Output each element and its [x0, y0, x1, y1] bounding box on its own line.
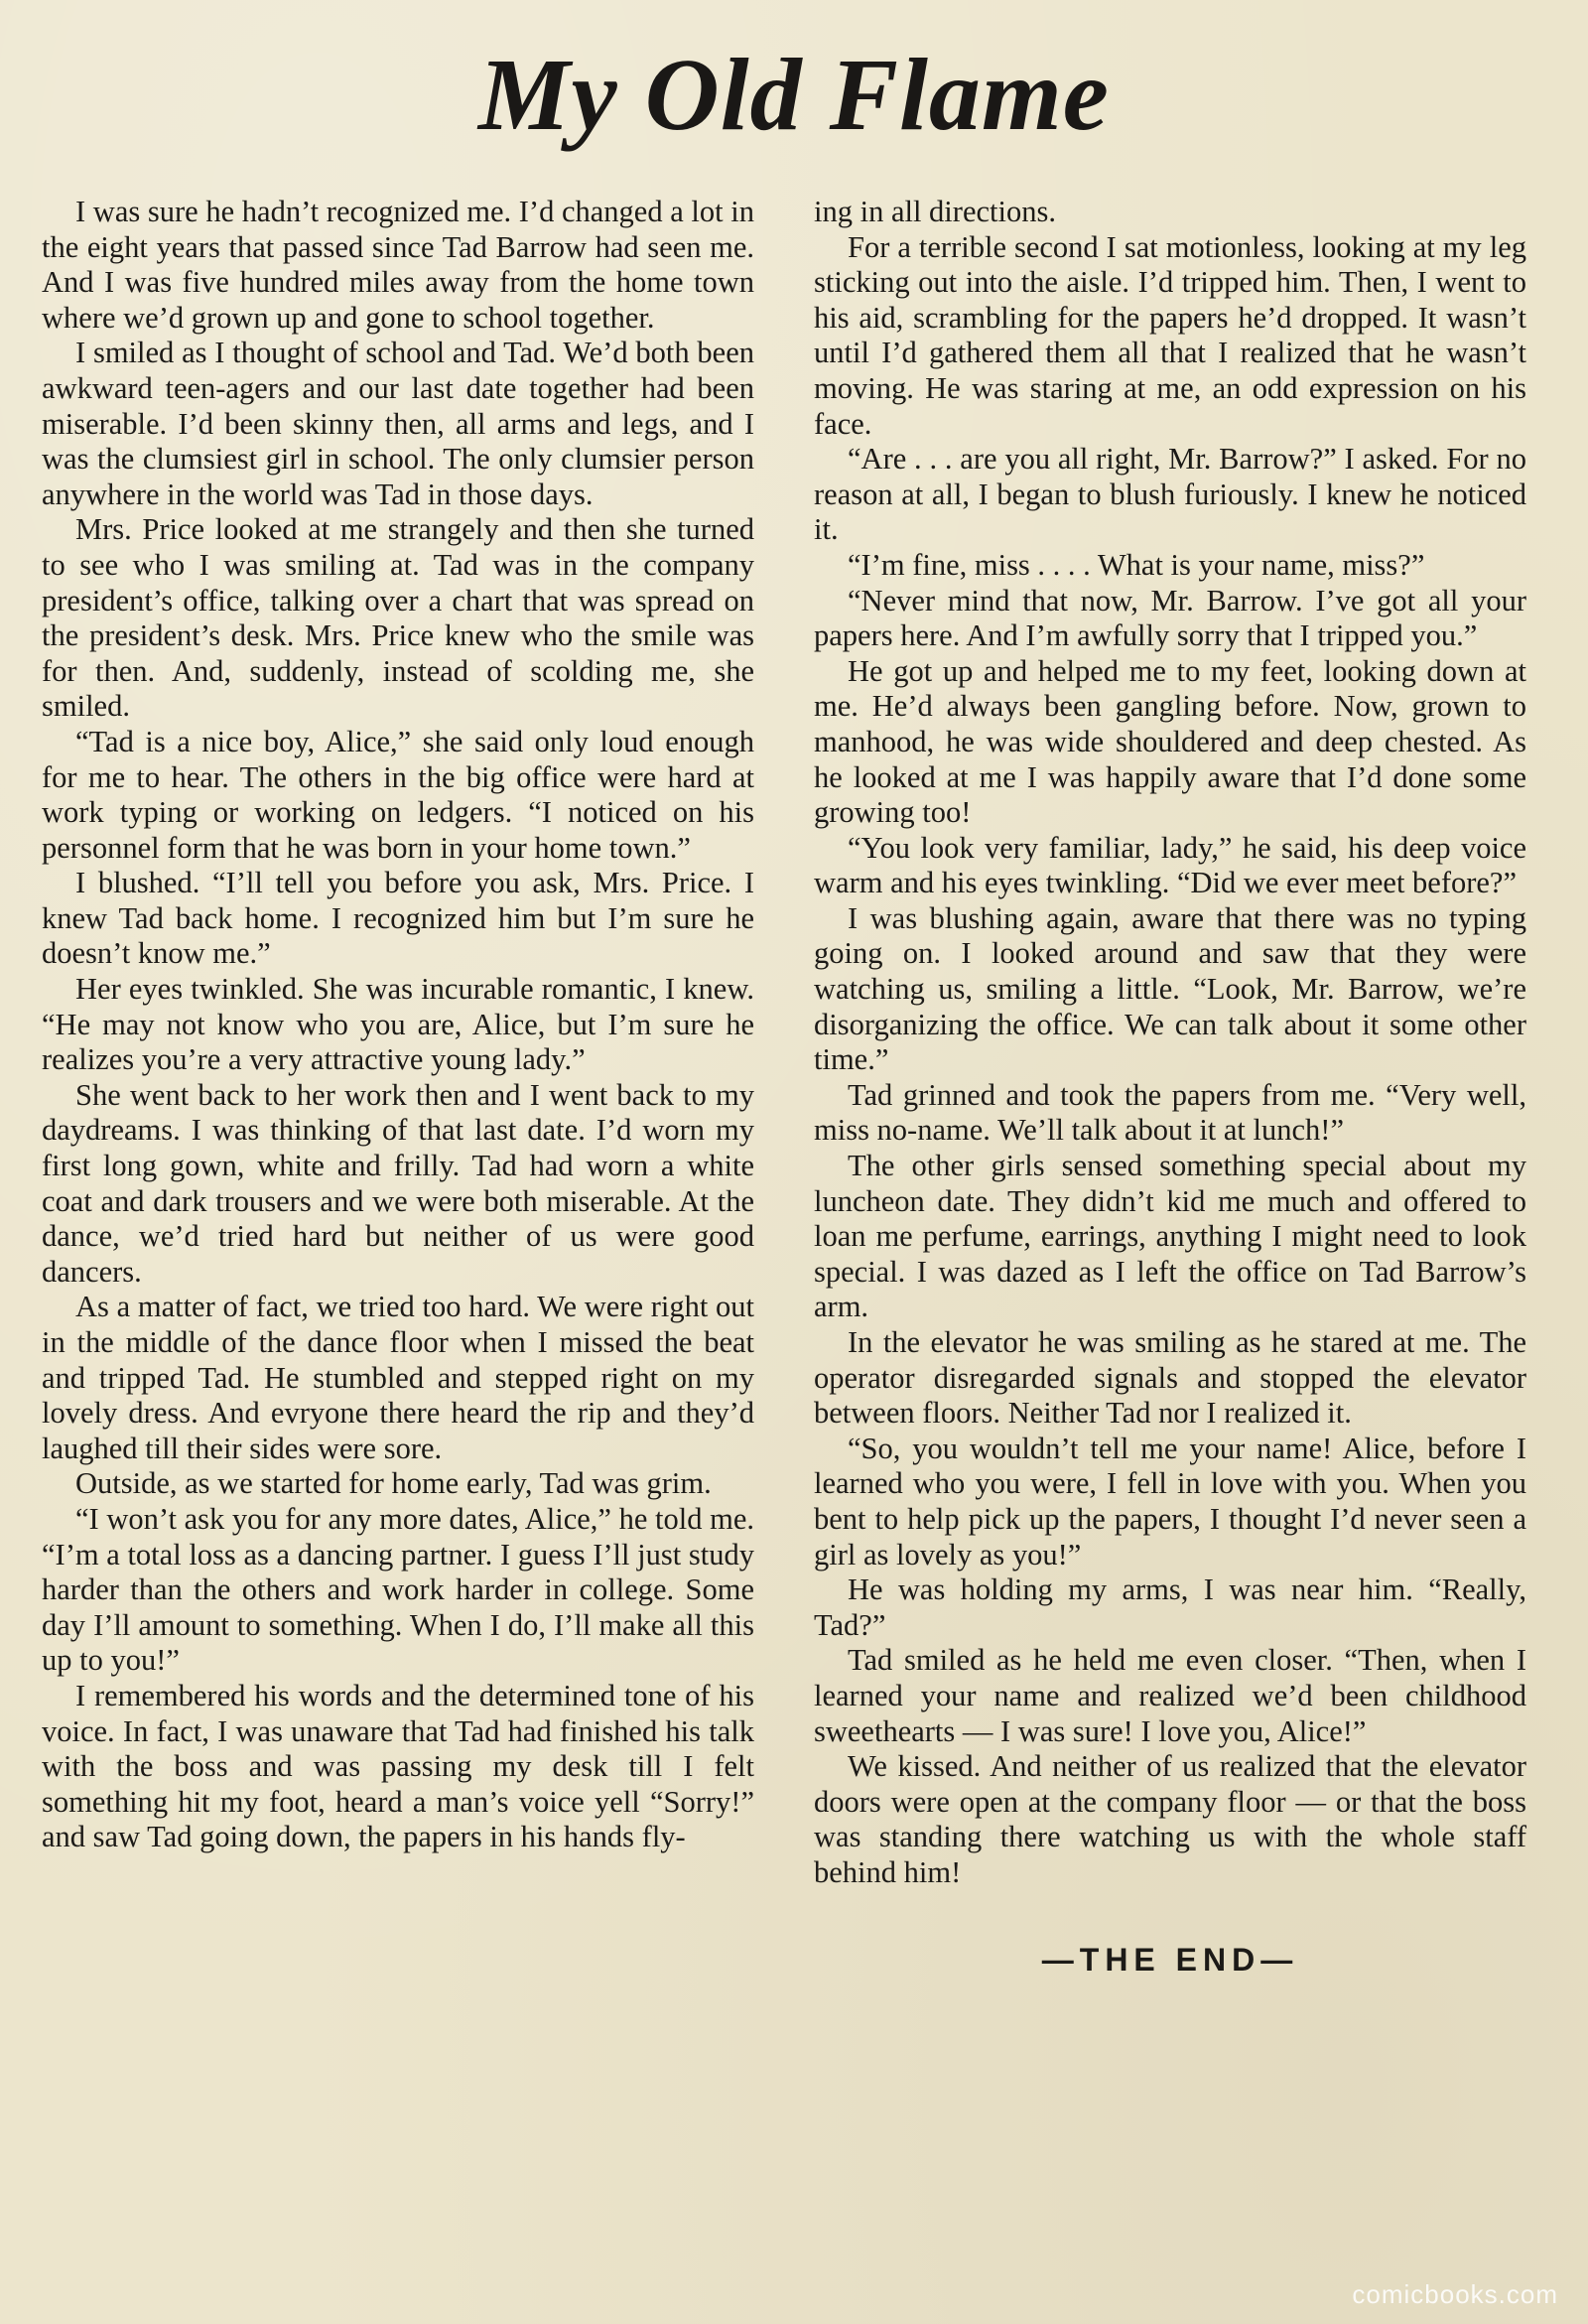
- paragraph: As a matter of fact, we tried too hard. We were right out in the middle of the dance floor when I missed the beat and tripped Tad. He stumbled and stepped right on my lovely dress. And evryone there heard the rip and they’d laughed till their sides were sore.: [42, 1290, 754, 1465]
- paragraph: Mrs. Price looked at me strangely and then she turned to see who I was smiling at. Tad was in the company president’s office, talking over a chart that was spread on the president’s desk. Mrs. Price knew who the smile was for then. And, suddenly, instead of scolding me, she smiled.: [42, 512, 754, 724]
- paragraph: For a terrible second I sat motionless, looking at my leg sticking out into the aisle. I’d tripped him. Then, I went to his aid, scrambling for the papers he’d dropped. It wasn’t until I’d gathered them all that I realized that he wasn’t moving. He was staring at me, an odd expression on his face.: [814, 229, 1526, 441]
- paragraph: I remembered his words and the determined tone of his voice. In fact, I was unaware that Tad had finished his talk with the boss and was passing my desk till I felt something hit my foot, heard a man’s voice yell “Sorry!” and saw Tad going down, the papers in his hands fly-: [42, 1678, 754, 1854]
- paragraph: “I won’t ask you for any more dates, Alice,” he told me. “I’m a total loss as a dancing partner. I guess I’ll just study harder than the others and work harder in college. Some day I’ll amount to something. When I do, I’ll make all this up to you!”: [42, 1501, 754, 1678]
- paragraph: “Are . . . are you all right, Mr. Barrow?” I asked. For no reason at all, I began to blush furiously. I knew he noticed it.: [814, 442, 1526, 547]
- text-columns: [42, 195, 1526, 1978]
- watermark: comicbooks.com: [1352, 2279, 1558, 2309]
- paragraph: In the elevator he was smiling as he stared at me. The operator disregarded signals and stopped the elevator between floors. Neither Tad nor I realized it.: [814, 1325, 1526, 1431]
- paragraph: He was holding my arms, I was near him. “Really, Tad?”: [814, 1572, 1526, 1642]
- paragraph: “Tad is a nice boy, Alice,” she said only loud enough for me to hear. The others in the big office were hard at work typing or working on ledgers. “I noticed on his personnel form that he was born in your home town.”: [42, 724, 754, 865]
- paragraph: He got up and helped me to my feet, looking down at me. He’d always been gangling before. Now, grown to manhood, he was wide shouldered and deep chested. As he looked at me I was happily aware that I’d done some growing too!: [814, 653, 1526, 830]
- right-column: [814, 195, 1526, 1978]
- story-title: My Old Flame: [478, 38, 1110, 152]
- paragraph-continuation: ing in all directions.: [814, 195, 1056, 228]
- paragraph: Tad grinned and took the papers from me. “Very well, miss no-name. We’ll talk about it at lunch!”: [814, 1077, 1526, 1148]
- paragraph: I was blushing again, aware that there was no typing going on. I looked around and saw that they were watching us, smiling a little. “Look, Mr. Barrow, we’re disorganizing the office. We can talk about it some other time.”: [814, 900, 1526, 1077]
- paragraph: “You look very familiar, lady,” he said, his deep voice warm and his eyes twinkling. “Did we ever meet before?”: [814, 830, 1526, 900]
- paragraph: She went back to her work then and I went back to my daydreams. I was thinking of that last date. I’d worn my first long gown, white and frilly. Tad had worn a white coat and dark trousers and we were both miserable. At the dance, we’d tried hard but neither of us were good dancers.: [42, 1077, 754, 1289]
- paragraph: Her eyes twinkled. She was incurable romantic, I knew. “He may not know who you are, Alice, but I’m sure he realizes you’re a very attractive young lady.”: [42, 972, 754, 1077]
- paragraph: “I’m fine, miss . . . . What is your name, miss?”: [848, 547, 1425, 582]
- paragraph: The other girls sensed something special about my luncheon date. They didn’t kid me much and offered to loan me perfume, earrings, anything I might need to look special. I was dazed as I left the office on Tad Barrow’s arm.: [814, 1149, 1526, 1324]
- paragraph: “So, you wouldn’t tell me your name! Alice, before I learned who you were, I fell in love with you. When you bent to help pick up the papers, I thought I’d never seen a girl as lovely as you!”: [814, 1431, 1526, 1572]
- paragraph: Tad smiled as he held me even closer. “Then, when I learned your name and realized we’d been childhood sweethearts — I was sure! I love you, Alice!”: [814, 1643, 1526, 1748]
- paragraph: I blushed. “I’ll tell you before you ask, Mrs. Price. I knew Tad back home. I recognized him but I’m sure he doesn’t know me.”: [42, 866, 754, 971]
- paragraph: We kissed. And neither of us realized that the elevator doors were open at the company floor — or that the boss was standing there watching us with the whole staff behind him!: [814, 1749, 1526, 1889]
- paragraph: “Never mind that now, Mr. Barrow. I’ve got all your papers here. And I’m awfully sorry that I tripped you.”: [814, 583, 1526, 653]
- left-column: [42, 195, 754, 1978]
- the-end-marker: —THE END—: [1041, 1941, 1299, 1978]
- paragraph: Outside, as we started for home early, Tad was grim.: [75, 1466, 712, 1501]
- paragraph: I smiled as I thought of school and Tad. We’d both been awkward teen-agers and our last date together had been miserable. I’d been skinny then, all arms and legs, and I was the clumsiest girl in school. The only clumsier person anywhere in the world was Tad in those days.: [42, 336, 754, 511]
- paragraph: I was sure he hadn’t recognized me. I’d changed a lot in the eight years that passed since Tad Barrow had seen me. And I was five hundred miles away from the home town where we’d grown up and gone to school together.: [42, 195, 754, 335]
